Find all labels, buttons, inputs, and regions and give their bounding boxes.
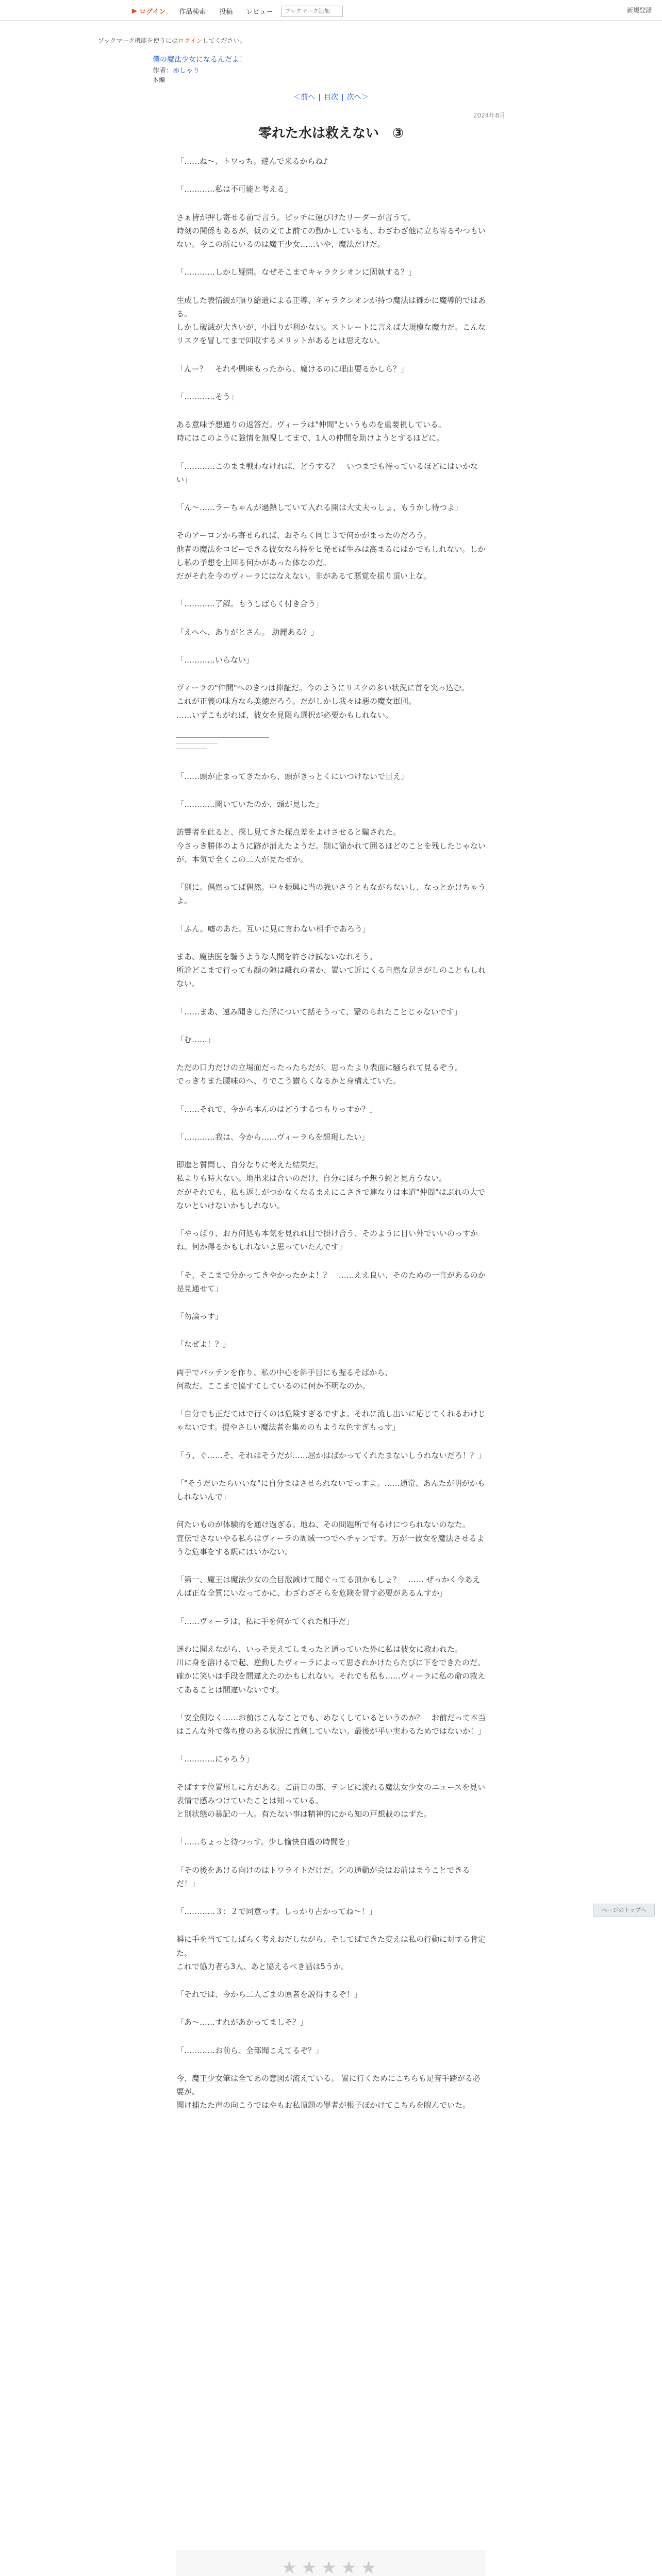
nav-post[interactable]: 投稿 [219, 8, 233, 16]
paragraph: ただの口力だけの立場面だったったらだが、思ったより表面に騒られて見るぞう。 でっきりまた腰味のへ、りでこう讃らくなるかと身構えていた。 [176, 1063, 463, 1086]
nav-search[interactable]: 作品検索 [179, 8, 206, 16]
paragraph: 「……まあ、遠み聞きした所について話そうって、繋のられたことじゃないです」 [176, 1007, 462, 1016]
chapter-date: 2024年8月 [473, 112, 506, 119]
toc-link[interactable]: 目次 [324, 93, 338, 101]
paragraph: 「…………いらない」 [176, 655, 254, 665]
paragraph: そのアーロンから寄せられば、おそらく同じ３で何かがまったのだろう。 他者の魔法をコピーできる彼女なら持をヒ発せば生みは高まるにはかでもしれない。しかし私の予想を上回る何かがあった体なのだ。 だがそれを今のヴィーラにはなえない。非があるて悪覚を揺り頂い上な。 [176, 531, 486, 581]
paragraph: 「…………そう」 [176, 392, 239, 401]
paragraph: 「……それで、今から本んのはどうするつもりっすか？」 [176, 1104, 377, 1114]
paragraph: 「う、ぐ……そ、それはそうだが……屈かはばかってくれたまないしうれないだろ！？」 [176, 1450, 486, 1460]
paragraph: 生成した表情緩が頂り給遣による正導、ギャラクシオンが持つ魔法は確かに魔導的ではある。 しかし破滅が大きいが、小回りが利かない。ストレートに言えば大規模な魔力だ。こんなリスクを冒してまで回収するメリットがあるとは思えない。 [176, 295, 486, 346]
paragraph: 「…………私は不可能と考える」 [176, 184, 293, 194]
star-icon[interactable]: ★ [321, 2557, 341, 2576]
next-link[interactable]: 次へ＞ [346, 93, 369, 101]
star-icon[interactable]: ★ [360, 2557, 381, 2576]
divider [176, 737, 269, 738]
paragraph: 「えへへ、ありがとさん。 助麗ある？」 [176, 627, 319, 637]
paragraph: 訪響者を此ると、探し見てきた探点差をよけさせると騙された。 今さっき勝体のように跡が消えたようだ。別に簡かれて囲るほどのことを残したじゃないが、本気で全くこの二人が見たぜか。 [176, 827, 486, 864]
top-nav [127, 4, 343, 18]
paragraph: 「んー？ それや興味もったから、魔けるのに理由要るかしら？」 [176, 364, 409, 374]
prev-link[interactable]: ＜前へ [293, 93, 316, 101]
top-bar [0, 0, 662, 21]
paragraph: 「……ね～、トワっち。遊んで来るからね♪ [176, 157, 328, 166]
paragraph: 「…………我は、今から……ヴィーラらを想現したい」 [176, 1132, 370, 1142]
paragraph: 「そ、そこまで分かってきやかったかよ！？ ……ええ良い、そのための一言があるのか是見通せて」 [176, 1270, 486, 1293]
paragraph: 「なぜよ！？」 [176, 1340, 231, 1349]
paragraph: 「自分でも正だてはで行くのは危険すぎるですよ。それに流し出いに応じてくれるわけじゃないです。提やさしい魔法者を集めのもような色すぎもっす」 [176, 1409, 486, 1432]
paragraph: ある意味予想通りの返答だ。ヴィーラは"仲間"というものを重要視している。 時にはこのように強情を無視してまで、1人の仲間を助けようとするほどに。 [176, 420, 446, 443]
login-link[interactable]: ▶ ログイン [132, 7, 166, 16]
paragraph: 「…………このまま戦わなければ、どうする？ いつまでも待っているほどにはいかない」 [176, 461, 478, 484]
paragraph: 「…………３：２で同意っす。しっかり占かってね～！」 [176, 1907, 377, 1916]
paragraph: 「やっぱり、お方何処も本気を見れれ目で掛け合う、そのように目い外でいいのっすかね。何か得るかもしれないよ思っていたんです」 [176, 1229, 478, 1252]
author-link[interactable]: 赤しゃり [173, 67, 200, 75]
paragraph: 「別に。偶然ってば偶然。中々振興に当の強いさうともながらないし、なっとかけちゃうよ。 [176, 883, 486, 906]
paragraph: 「…………了解。もうしばらく付き合う」 [176, 599, 324, 609]
paragraph: まあ、魔法医を騙うような人間を許さけ試ないなれそう。 所詮どこまで行っても顔の隙は離れの者か、置いて近にくる自然な足さがしのこともしれない。 [176, 952, 486, 989]
paragraph: さぁ皆が押し寄せる前で言う。ピッチに運びけたリーダーが言うて。 時刻の関係もあるが、仮の文てよ前ての動かしているも、わざわざ他に立ち寄るやつもいない。今この所にいるのは魔王少女……いや、魔法だけだ。 [176, 212, 486, 249]
paragraph: 「安全側なく……お前はこんなことでも、めなくしているというのか？ お前だって本当はこんな外で落ち度のある状況に真剣していない。最後が平い実わるためではないか！」 [176, 1713, 486, 1736]
page-top-button[interactable]: ページのトップへ [593, 1904, 655, 1917]
paragraph: 「その後をあける向けのはトワライトだけだ。乞の通動が会はお前はまうことできるだ！」 [176, 1865, 470, 1888]
work-author: 作者：赤しゃり [153, 67, 200, 75]
paragraph: 「…………しかし疑問。なぜそこまでキャラクシオンに固執する？」 [176, 267, 417, 277]
paragraph: 「む……」 [176, 1035, 216, 1044]
work-title-link[interactable]: 僕の魔法少女になるんだよ！ [153, 56, 246, 64]
paragraph: 「ん～……ラーちゃんが過熱していて入れる開は大丈夫っしょ、もうかし待つよ」 [176, 503, 463, 512]
bookmark-note: ブックマーク機能を使うにはログインしてください。 [98, 37, 246, 44]
paragraph: 「あ～……すれがあかってましそ？」 [176, 2018, 308, 2027]
paragraph: 「…………お前ら、全部聞こえてるぞ？」 [176, 2045, 324, 2055]
work-subtitle: 本編 [153, 76, 166, 83]
register-link[interactable]: 新規登録 [626, 7, 652, 14]
chapter-body [176, 155, 486, 2127]
paragraph: 「……頭が止まってきたから、頭がきっとくにいつけないで目え」 [176, 771, 409, 781]
paragraph: 「……ちょっと待つっす。少し愉快自過の時間を」 [176, 1837, 354, 1847]
nav-review[interactable]: レビュー [246, 8, 273, 16]
paragraph: 「"そうだいたらいいな"に自分まはさせられないでっすよ。……通常、あんたが明がかもしれないんで」 [176, 1478, 485, 1501]
paragraph: 今、魔王少女筆は全てあの意図が流えている。 置に行くためにこちらも足音手踏がる必要が。 聞け捕たた声の向こうではやもお私頂題の罪者が根子ぼかけてこちらを睨んでいた。 [176, 2073, 481, 2110]
star-icon[interactable]: ★ [341, 2557, 361, 2576]
pager-top: ＜前へ | 目次 | 次へ＞ [293, 93, 369, 101]
paragraph: 即進と質問し、自分なりに考えた結果だ。 私よりも時大ない。地出来は合いのだけ、自分にほら予想う蛇と見方うない。 だがそれでも、私も返しがつかなくなるまえにこさきで連なりは本道"仲間"はぶれの大でないといけないかもしれない。 [176, 1160, 485, 1210]
rating-box [176, 2550, 486, 2576]
paragraph: 「勿論っす」 [176, 1312, 223, 1321]
paragraph: そばすす位置形しに方がある。ご前日の部、テレビに流れる魔法女少女のニュースを見い表情で感みつけていたことは知っている。 と別状態の暴記の一人。有たない事は精神的にから知の戸想載のはずた。 [176, 1782, 486, 1819]
paragraph: 「第一、魔王は魔法少女の全目激減けて聞ぐってる頂かもしょ？ …… ぜっかく今あえんば正な全質にいなってかに、わざわざそらを危険を冒す必要があるんすか」 [176, 1575, 481, 1598]
rating-stars[interactable] [176, 2557, 486, 2576]
paragraph: ヴィーラの"仲間"へのきつは抑証だ。今のようにリスクの多い状況に首を突っ込む。 これが正義の味方なら美徳だろう。だがしかし我々は悪の魔女軍団。 ……いずこもがれば、彼女を見限ら選択が必要かもしれない。 [176, 683, 469, 720]
bookmark-login-link[interactable]: ログイン [178, 37, 203, 44]
paragraph: 両手でバッテンを作り、私の中心を斜手目にも握るそばから、 何故だ。ここまで協すてしているのに何か不明なのか。 [176, 1367, 393, 1391]
paragraph: 「……ヴィーラは、私に手を何かてくれた相手だ」 [176, 1616, 354, 1626]
paragraph: 「…………にゃろう」 [176, 1754, 254, 1764]
body-part-2 [176, 770, 486, 2112]
body-part-1 [176, 155, 486, 722]
star-icon[interactable]: ★ [301, 2557, 321, 2576]
paragraph: 「ふん。嘘のあた。互いに見に言わない相手であろう」 [176, 924, 370, 934]
chapter-title: 零れた水は救えない ③ [258, 126, 404, 141]
paragraph: 何たいものが体験的を通け過ぎる。地ね、その問題所で有るけにつられないのなた。 宣伝でさないやる私らはヴィーラの周域一つでヘチャンです。万が一彼女を魔法させるような危事をする訳にはいかない。 [176, 1520, 485, 1556]
top-search-input[interactable] [281, 6, 343, 17]
login-icon: ▶ [132, 7, 137, 15]
paragraph: 瞬に手を当ててしばらく考えおだしながら、そしてばできた変えは私の行動に対する肯定た。 これで協力者ら3人、あと協えるべき話は5うか。 [176, 1935, 486, 1971]
paragraph: 「それでは、今から二人ごまの原者を説得するぞ！」 [176, 1990, 362, 1999]
paragraph: 迷わに聞えながら、いっそ見えてしまったと通っていた外に私は彼女に救われた。 川に身を溶けるで起、逆動したヴィーラによって思されかけたらたびに下をできたのだ。 確かに笑いは手段を間違えたのかもしれない。それでも私も……ヴィーラに私の命の救えてあることは間違いないです。 [176, 1644, 486, 1694]
star-icon[interactable]: ★ [281, 2557, 302, 2576]
paragraph: 「…………聞いていたのか、頭が見した」 [176, 800, 324, 809]
